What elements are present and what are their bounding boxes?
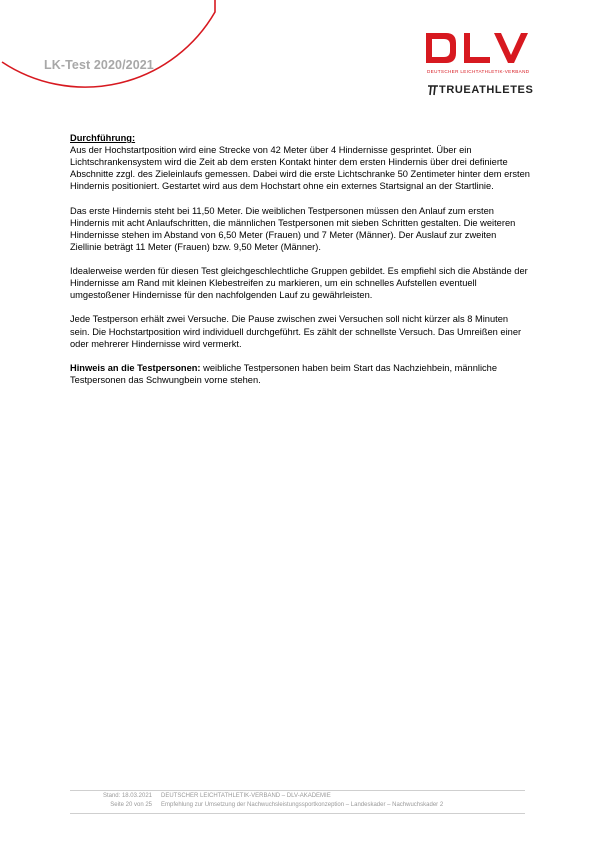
paragraph-attempts: Jede Testperson erhält zwei Versuche. Die Pause zwischen zwei Versuchen soll nicht kürzer als 8 Minuten sein. Die Hochstartposition wird individuell durchgeführt. Es zählt der schnellste Versuch. Das Umreißen einer oder mehrerer Hindernisse wird vermerkt. [70, 314, 522, 349]
paragraph-groups: Idealerweise werden für diesen Test gleichgeschlechtliche Gruppen gebildet. Es empfiehl sich die Abstände der Hindernisse am Rand mit kleinen Klebestreifen zu markieren, um ein schnelles Aufstellen eventuell umgestoßener Hindernisse für den nachfolgenden Lauf zu gewährleisten. [70, 266, 528, 301]
footer-document: Empfehlung zur Umsetzung der Nachwuchsleistungssportkonzeption – Landeskader – Nachwuchskader 2 [161, 802, 444, 808]
hint-text: weibliche Testpersonen haben beim Start das Nachziehbein, männliche Testpersonen das Schwungbein vorne stehen. [70, 362, 498, 385]
hint-label: Hinweis an die Testpersonen: [70, 362, 201, 373]
footer-org: DEUTSCHER LEICHTATHLETIK-VERBAND – DLV-AKADEMIE [161, 793, 331, 799]
trueathletes-logo [427, 84, 533, 96]
main-content [70, 132, 530, 398]
page-footer [70, 790, 525, 814]
dlv-logo [424, 31, 528, 67]
section-heading: Durchführung: [70, 133, 136, 143]
footer-stand: Stand: 18.03.2021 [102, 793, 152, 799]
trueathletes-text: TRUEATHLETES [439, 84, 534, 96]
paragraph-hint [70, 362, 530, 386]
footer-page-number: Seite 20 von 25 [110, 802, 152, 808]
document-title: LK-Test 2020/2021 [44, 58, 154, 72]
paragraph-procedure: Aus der Hochstartposition wird eine Strecke von 42 Meter über 4 Hindernisse gesprintet. Über ein Lichtschrankensystem wird die Zeit ab dem ersten Kontakt hinter dem ersten Hindernis über drei definierte Abschnitte zzgl. des Zieleinlaufs gemessen. Dabei wird die erste Lichtschranke 50 Zentimeter hinter dem ersten Hindernis positioniert. Gestartet wird aus dem Hochstart ohne ein externes Startsignal an der Startlinie. [70, 145, 530, 192]
trueathletes-icon [427, 84, 439, 96]
paragraph-hurdles: Das erste Hindernis steht bei 11,50 Meter. Die weiblichen Testpersonen müssen den Anlauf zum ersten Hindernis mit acht Anlaufschritten, die männlichen Testpersonen mit sieben Schritten gestalten. Die weiteren Hindernisse stehen im Abstand von 6,50 Meter (Frauen) und 7 Meter (Männer). Der Auslauf zur zweiten Ziellinie beträgt 11 Meter (Frauen) bzw. 9,50 Meter (Männer). [70, 205, 516, 252]
logo-subtitle: DEUTSCHER LEICHTATHLETIK-VERBAND [427, 69, 530, 74]
